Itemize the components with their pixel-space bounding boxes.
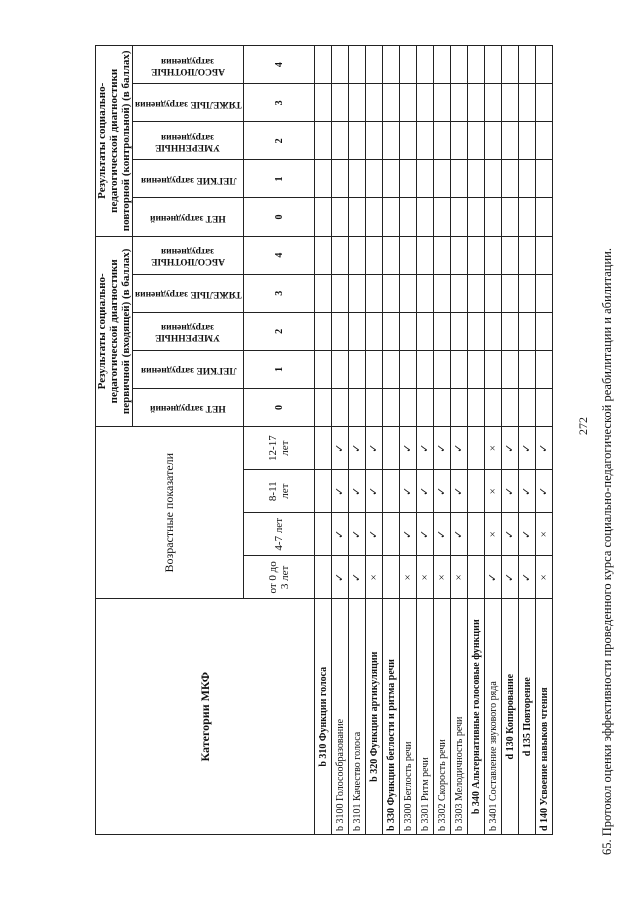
score-cell[interactable] bbox=[536, 236, 553, 274]
category-cell: d 140 Усвоение навыков чтения bbox=[536, 599, 553, 835]
score-cell[interactable] bbox=[383, 198, 400, 236]
level-header-text: НЕТ затруднений bbox=[150, 403, 227, 414]
score-cell[interactable] bbox=[502, 312, 519, 350]
score-cell[interactable] bbox=[400, 312, 417, 350]
age-mark-cell: ✓ bbox=[519, 556, 536, 599]
score-header: 1 bbox=[244, 160, 315, 198]
page-number: 272 bbox=[576, 417, 590, 435]
category-cell: b 3100 Голосообразование bbox=[332, 599, 349, 835]
score-cell[interactable] bbox=[468, 84, 485, 122]
category-cell: b 3301 Ритм речи bbox=[417, 599, 434, 835]
score-cell[interactable] bbox=[366, 46, 383, 84]
table-row bbox=[383, 46, 400, 835]
score-cell[interactable] bbox=[417, 160, 434, 198]
score-cell[interactable] bbox=[366, 236, 383, 274]
score-cell[interactable] bbox=[366, 350, 383, 388]
score-cell[interactable] bbox=[468, 388, 485, 426]
age-group-header: 4-7 лет bbox=[244, 513, 315, 556]
score-cell[interactable] bbox=[417, 46, 434, 84]
level-header bbox=[133, 160, 244, 198]
score-cell[interactable] bbox=[349, 312, 366, 350]
score-header: 3 bbox=[244, 84, 315, 122]
score-cell[interactable] bbox=[315, 274, 332, 312]
score-cell[interactable] bbox=[502, 46, 519, 84]
score-cell[interactable] bbox=[519, 84, 536, 122]
category-cell: b 3302 Скорость речи bbox=[434, 599, 451, 835]
score-cell[interactable] bbox=[434, 198, 451, 236]
protocol-table bbox=[95, 45, 553, 835]
age-mark-cell: × bbox=[536, 556, 553, 599]
score-cell[interactable] bbox=[536, 84, 553, 122]
score-cell[interactable] bbox=[349, 46, 366, 84]
score-cell[interactable] bbox=[451, 350, 468, 388]
score-cell[interactable] bbox=[315, 236, 332, 274]
score-cell[interactable] bbox=[502, 160, 519, 198]
score-header: 2 bbox=[244, 312, 315, 350]
age-mark-cell: ✓ bbox=[349, 556, 366, 599]
score-cell[interactable] bbox=[502, 388, 519, 426]
score-cell[interactable] bbox=[468, 350, 485, 388]
age-mark-cell: × bbox=[400, 556, 417, 599]
table-row bbox=[315, 46, 332, 835]
age-mark-cell: ✓ bbox=[451, 470, 468, 513]
score-cell[interactable] bbox=[332, 388, 349, 426]
age-mark-cell: ✓ bbox=[502, 556, 519, 599]
level-header bbox=[133, 198, 244, 236]
score-cell[interactable] bbox=[349, 84, 366, 122]
age-mark-cell: ✓ bbox=[400, 470, 417, 513]
score-header: 0 bbox=[244, 388, 315, 426]
age-mark-cell: × bbox=[536, 513, 553, 556]
score-cell[interactable] bbox=[451, 236, 468, 274]
level-header-text: НЕТ затруднений bbox=[150, 213, 227, 224]
age-mark-cell: × bbox=[485, 470, 502, 513]
score-cell[interactable] bbox=[468, 274, 485, 312]
score-cell[interactable] bbox=[400, 160, 417, 198]
score-cell[interactable] bbox=[536, 198, 553, 236]
score-cell[interactable] bbox=[485, 160, 502, 198]
score-cell[interactable] bbox=[485, 236, 502, 274]
table-header bbox=[96, 46, 315, 835]
score-cell[interactable] bbox=[451, 274, 468, 312]
age-mark-cell bbox=[315, 513, 332, 556]
score-cell[interactable] bbox=[485, 46, 502, 84]
age-mark-cell bbox=[315, 556, 332, 599]
score-cell[interactable] bbox=[502, 236, 519, 274]
age-mark-cell: ✓ bbox=[434, 427, 451, 470]
age-mark-cell: ✓ bbox=[417, 513, 434, 556]
age-mark-cell: ✓ bbox=[366, 427, 383, 470]
score-cell[interactable] bbox=[366, 312, 383, 350]
table-row bbox=[451, 46, 468, 835]
score-cell[interactable] bbox=[417, 388, 434, 426]
age-mark-cell bbox=[383, 556, 400, 599]
header-age: Возрастные показатели bbox=[96, 427, 244, 599]
age-mark-cell: ✓ bbox=[417, 427, 434, 470]
level-header-text: АБСОЛЮТНЫЕ затруднения bbox=[151, 55, 226, 76]
score-cell[interactable] bbox=[468, 122, 485, 160]
score-cell[interactable] bbox=[417, 350, 434, 388]
score-cell[interactable] bbox=[332, 312, 349, 350]
level-header-text: ЛЕГКИЕ затруднения bbox=[140, 174, 236, 185]
age-mark-cell: ✓ bbox=[519, 470, 536, 513]
category-cell: d 135 Повторение bbox=[519, 599, 536, 835]
score-cell[interactable] bbox=[400, 198, 417, 236]
score-cell[interactable] bbox=[502, 350, 519, 388]
score-cell[interactable] bbox=[315, 388, 332, 426]
age-mark-cell: ✓ bbox=[400, 513, 417, 556]
score-cell[interactable] bbox=[366, 84, 383, 122]
score-cell[interactable] bbox=[468, 46, 485, 84]
level-header-text: АБСОЛЮТНЫЕ затруднения bbox=[151, 246, 226, 267]
score-cell[interactable] bbox=[417, 236, 434, 274]
score-cell[interactable] bbox=[400, 274, 417, 312]
category-cell: d 130 Копирование bbox=[502, 599, 519, 835]
age-mark-cell bbox=[315, 470, 332, 513]
table-row bbox=[366, 46, 383, 835]
score-cell[interactable] bbox=[400, 46, 417, 84]
score-header: 1 bbox=[244, 350, 315, 388]
age-mark-cell bbox=[468, 513, 485, 556]
score-cell[interactable] bbox=[383, 122, 400, 160]
age-mark-cell bbox=[468, 427, 485, 470]
age-mark-cell: ✓ bbox=[536, 427, 553, 470]
score-cell[interactable] bbox=[519, 274, 536, 312]
score-cell[interactable] bbox=[400, 84, 417, 122]
score-cell[interactable] bbox=[315, 122, 332, 160]
score-cell[interactable] bbox=[502, 84, 519, 122]
score-cell[interactable] bbox=[502, 274, 519, 312]
score-cell[interactable] bbox=[485, 388, 502, 426]
table-row bbox=[468, 46, 485, 835]
protocol-caption: 65. Протокол оценки эффективности проведенного курса социально-педагогической реабилитации и абилитации. bbox=[600, 248, 614, 855]
age-mark-cell bbox=[315, 427, 332, 470]
score-cell[interactable] bbox=[315, 312, 332, 350]
age-mark-cell bbox=[468, 556, 485, 599]
score-cell[interactable] bbox=[383, 388, 400, 426]
age-group-header: 12-17 лет bbox=[244, 427, 315, 470]
score-cell[interactable] bbox=[383, 46, 400, 84]
score-cell[interactable] bbox=[519, 198, 536, 236]
age-group-header: от 0 до 3 лет bbox=[244, 556, 315, 599]
score-header: 4 bbox=[244, 236, 315, 274]
score-cell[interactable] bbox=[451, 46, 468, 84]
score-cell[interactable] bbox=[536, 122, 553, 160]
score-cell[interactable] bbox=[434, 46, 451, 84]
age-mark-cell: ✓ bbox=[451, 427, 468, 470]
score-cell[interactable] bbox=[468, 236, 485, 274]
score-cell[interactable] bbox=[349, 274, 366, 312]
age-mark-cell: ✓ bbox=[536, 470, 553, 513]
score-cell[interactable] bbox=[519, 312, 536, 350]
score-cell[interactable] bbox=[451, 388, 468, 426]
age-mark-cell: ✓ bbox=[332, 513, 349, 556]
age-mark-cell: ✓ bbox=[502, 427, 519, 470]
score-cell[interactable] bbox=[434, 388, 451, 426]
score-cell[interactable] bbox=[536, 274, 553, 312]
score-cell[interactable] bbox=[400, 388, 417, 426]
age-mark-cell: ✓ bbox=[349, 427, 366, 470]
age-mark-cell: × bbox=[366, 556, 383, 599]
age-mark-cell: ✓ bbox=[400, 427, 417, 470]
score-cell[interactable] bbox=[366, 122, 383, 160]
score-cell[interactable] bbox=[349, 236, 366, 274]
score-cell[interactable] bbox=[417, 122, 434, 160]
category-cell: b 3300 Беглость речи bbox=[400, 599, 417, 835]
score-cell[interactable] bbox=[349, 160, 366, 198]
score-cell[interactable] bbox=[502, 122, 519, 160]
score-cell[interactable] bbox=[451, 312, 468, 350]
score-cell[interactable] bbox=[485, 274, 502, 312]
age-mark-cell: ✓ bbox=[451, 513, 468, 556]
score-cell[interactable] bbox=[349, 122, 366, 160]
age-mark-cell: × bbox=[434, 556, 451, 599]
age-mark-cell: ✓ bbox=[417, 470, 434, 513]
score-cell[interactable] bbox=[485, 122, 502, 160]
age-mark-cell: ✓ bbox=[349, 470, 366, 513]
score-cell[interactable] bbox=[332, 84, 349, 122]
score-cell[interactable] bbox=[383, 312, 400, 350]
category-cell: b 320 Функции артикуляции bbox=[366, 599, 383, 835]
table-row bbox=[519, 46, 536, 835]
score-cell[interactable] bbox=[383, 160, 400, 198]
category-cell: b 3101 Качество голоса bbox=[349, 599, 366, 835]
age-mark-cell: ✓ bbox=[332, 427, 349, 470]
age-mark-cell bbox=[383, 427, 400, 470]
score-cell[interactable] bbox=[400, 350, 417, 388]
score-cell[interactable] bbox=[315, 46, 332, 84]
table-body bbox=[315, 46, 553, 835]
age-group-header: 8-11 лет bbox=[244, 470, 315, 513]
score-cell[interactable] bbox=[519, 122, 536, 160]
score-cell[interactable] bbox=[332, 46, 349, 84]
age-mark-cell: × bbox=[485, 427, 502, 470]
age-mark-cell: ✓ bbox=[502, 513, 519, 556]
age-mark-cell: ✓ bbox=[332, 556, 349, 599]
score-cell[interactable] bbox=[468, 198, 485, 236]
score-cell[interactable] bbox=[332, 236, 349, 274]
score-cell[interactable] bbox=[536, 160, 553, 198]
age-mark-cell: ✓ bbox=[366, 470, 383, 513]
table-row bbox=[332, 46, 349, 835]
table-row bbox=[502, 46, 519, 835]
score-cell[interactable] bbox=[519, 388, 536, 426]
age-mark-cell: ✓ bbox=[502, 470, 519, 513]
header-category: Категории МКФ bbox=[96, 599, 315, 835]
age-mark-cell: × bbox=[451, 556, 468, 599]
score-cell[interactable] bbox=[451, 84, 468, 122]
score-cell[interactable] bbox=[366, 388, 383, 426]
score-cell[interactable] bbox=[383, 84, 400, 122]
score-header: 4 bbox=[244, 46, 315, 84]
level-header-text: УМЕРЕННЫЕ затруднения bbox=[155, 322, 221, 343]
score-cell[interactable] bbox=[383, 236, 400, 274]
header-repeat: Результаты социально-педагогической диагностики повторной (контрольной) (в баллах) bbox=[96, 46, 133, 237]
score-cell[interactable] bbox=[383, 350, 400, 388]
score-cell[interactable] bbox=[332, 350, 349, 388]
score-cell[interactable] bbox=[349, 350, 366, 388]
category-cell: b 310 Функции голоса bbox=[315, 599, 332, 835]
age-mark-cell: ✓ bbox=[332, 470, 349, 513]
score-cell[interactable] bbox=[417, 312, 434, 350]
score-cell[interactable] bbox=[434, 350, 451, 388]
score-cell[interactable] bbox=[434, 312, 451, 350]
level-header bbox=[133, 274, 244, 312]
age-mark-cell bbox=[383, 470, 400, 513]
category-cell: b 340 Альтернативные голосовые функции bbox=[468, 599, 485, 835]
score-cell[interactable] bbox=[434, 122, 451, 160]
score-cell[interactable] bbox=[349, 198, 366, 236]
table-row bbox=[417, 46, 434, 835]
level-header bbox=[133, 84, 244, 122]
score-cell[interactable] bbox=[434, 84, 451, 122]
age-mark-cell: ✓ bbox=[434, 470, 451, 513]
score-cell[interactable] bbox=[400, 122, 417, 160]
score-cell[interactable] bbox=[332, 122, 349, 160]
score-cell[interactable] bbox=[485, 84, 502, 122]
score-cell[interactable] bbox=[366, 160, 383, 198]
level-header bbox=[133, 350, 244, 388]
level-header bbox=[133, 122, 244, 160]
table-row bbox=[536, 46, 553, 835]
age-mark-cell: ✓ bbox=[434, 513, 451, 556]
age-mark-cell: ✓ bbox=[366, 513, 383, 556]
score-cell[interactable] bbox=[519, 236, 536, 274]
score-cell[interactable] bbox=[383, 274, 400, 312]
age-mark-cell: × bbox=[485, 513, 502, 556]
score-cell[interactable] bbox=[519, 160, 536, 198]
score-cell[interactable] bbox=[451, 198, 468, 236]
category-cell: b 3401 Составление звукового ряда bbox=[485, 599, 502, 835]
score-header: 2 bbox=[244, 122, 315, 160]
table-row bbox=[400, 46, 417, 835]
age-mark-cell: ✓ bbox=[519, 513, 536, 556]
score-cell[interactable] bbox=[485, 350, 502, 388]
category-cell: b 3303 Мелодичность речи bbox=[451, 599, 468, 835]
score-cell[interactable] bbox=[332, 160, 349, 198]
score-cell[interactable] bbox=[485, 198, 502, 236]
score-cell[interactable] bbox=[315, 198, 332, 236]
score-cell[interactable] bbox=[400, 236, 417, 274]
header-primary: Результаты социально-педагогической диагностики первичной (входящей) (в баллах) bbox=[96, 236, 133, 426]
score-cell[interactable] bbox=[519, 350, 536, 388]
level-header bbox=[133, 46, 244, 84]
score-cell[interactable] bbox=[315, 350, 332, 388]
score-cell[interactable] bbox=[434, 160, 451, 198]
score-cell[interactable] bbox=[366, 198, 383, 236]
score-cell[interactable] bbox=[451, 122, 468, 160]
score-cell[interactable] bbox=[485, 312, 502, 350]
score-cell[interactable] bbox=[536, 350, 553, 388]
score-cell[interactable] bbox=[536, 46, 553, 84]
score-cell[interactable] bbox=[536, 388, 553, 426]
level-header-text: ТЯЖЕЛЫЕ затруднения bbox=[135, 289, 242, 300]
age-mark-cell: ✓ bbox=[519, 427, 536, 470]
score-cell[interactable] bbox=[468, 160, 485, 198]
score-cell[interactable] bbox=[366, 274, 383, 312]
score-cell[interactable] bbox=[349, 388, 366, 426]
table-row bbox=[349, 46, 366, 835]
level-header-text: УМЕРЕННЫЕ затруднения bbox=[155, 131, 221, 152]
category-cell: b 330 Функции беглости и ритма речи bbox=[383, 599, 400, 835]
score-header: 0 bbox=[244, 198, 315, 236]
score-cell[interactable] bbox=[434, 236, 451, 274]
level-header bbox=[133, 236, 244, 274]
score-cell[interactable] bbox=[315, 160, 332, 198]
score-cell[interactable] bbox=[417, 274, 434, 312]
level-header bbox=[133, 312, 244, 350]
age-mark-cell: ✓ bbox=[349, 513, 366, 556]
age-mark-cell bbox=[383, 513, 400, 556]
score-cell[interactable] bbox=[451, 160, 468, 198]
score-cell[interactable] bbox=[332, 274, 349, 312]
score-cell[interactable] bbox=[434, 274, 451, 312]
score-cell[interactable] bbox=[468, 312, 485, 350]
table-row bbox=[434, 46, 451, 835]
score-cell[interactable] bbox=[332, 198, 349, 236]
score-cell[interactable] bbox=[315, 84, 332, 122]
score-cell[interactable] bbox=[519, 46, 536, 84]
score-header: 3 bbox=[244, 274, 315, 312]
score-cell[interactable] bbox=[502, 198, 519, 236]
age-mark-cell: × bbox=[417, 556, 434, 599]
level-header bbox=[133, 388, 244, 426]
score-cell[interactable] bbox=[417, 198, 434, 236]
age-mark-cell bbox=[468, 470, 485, 513]
score-cell[interactable] bbox=[536, 312, 553, 350]
level-header-text: ЛЕГКИЕ затруднения bbox=[140, 365, 236, 376]
table-row bbox=[485, 46, 502, 835]
age-mark-cell: ✓ bbox=[485, 556, 502, 599]
score-cell[interactable] bbox=[417, 84, 434, 122]
level-header-text: ТЯЖЕЛЫЕ затруднения bbox=[135, 98, 242, 109]
